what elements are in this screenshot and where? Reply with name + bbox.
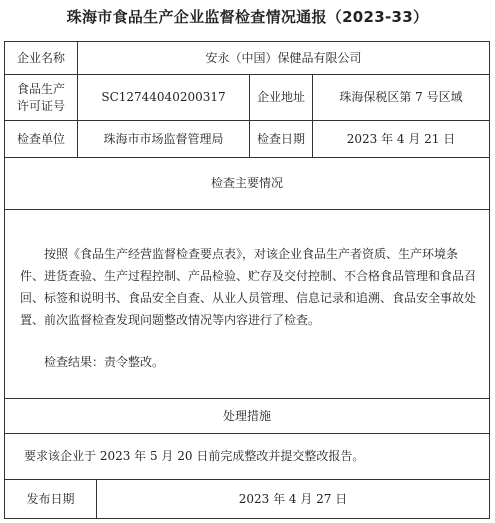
- license-label-line2: 许可证号: [16, 98, 65, 113]
- inspection-date-value-text: 2023 年 4 月 21 日: [346, 131, 456, 146]
- address-value-text: 珠海保税区第 7 号区域: [339, 90, 463, 104]
- main-situation-header: [5, 158, 489, 210]
- inspection-table: [4, 41, 490, 519]
- company-name-label-text: 企业名称: [16, 50, 65, 65]
- publish-date-label: [5, 480, 97, 518]
- publish-date-label-text: 发布日期: [26, 491, 75, 506]
- company-name-value: [78, 42, 489, 75]
- publish-date-value: [97, 480, 489, 518]
- publish-date-value-text: 2023 年 4 月 27 日: [238, 491, 348, 506]
- inspector-value-text: 珠海市市场监督管理局: [103, 131, 224, 146]
- measures-content: [5, 434, 489, 480]
- address-value: [313, 75, 489, 121]
- notice-title: 珠海市食品生产企业监督检查情况通报（2023-33）: [66, 8, 429, 26]
- inspection-date-label: [250, 121, 313, 158]
- inspector-label: [5, 121, 78, 158]
- company-name-label: [5, 42, 78, 75]
- license-value: [78, 75, 250, 121]
- company-name-value-text: 安永（中国）保健品有限公司: [205, 50, 362, 65]
- inspector-value: [78, 121, 250, 158]
- address-label-text: 企业地址: [256, 90, 305, 104]
- inspection-date-label-text: 检查日期: [256, 131, 305, 146]
- inspection-result: 检查结果：责令整改。: [44, 355, 165, 369]
- main-situation-content: [5, 210, 489, 399]
- license-label-stack: [17, 81, 65, 115]
- address-label: [250, 75, 313, 121]
- measures-header: [5, 399, 489, 434]
- license-label: [5, 75, 78, 121]
- main-situation-header-text: 检查主要情况: [210, 176, 283, 190]
- license-label-line1: 食品生产: [16, 81, 65, 96]
- measures-content-text: 要求该企业于 2023 年 5 月 20 日前完成整改并提交整改报告。: [24, 449, 365, 463]
- inspector-label-text: 检查单位: [16, 131, 65, 146]
- license-value-text: SC12744040200317: [101, 90, 226, 104]
- measures-header-text: 处理措施: [222, 408, 271, 423]
- inspection-date-value: [313, 121, 489, 158]
- inspection-paragraph: 按照《食品生产经营监督检查要点表》，对该企业食品生产者资质、生产环境条件、进货查验、生产过程控制、产品检验、贮存及交付控制、不合格食品管理和食品召回、标签和说明书、食品安全自查、从业人员管理、信息记录和追溯、食品安全事故处置、前次监督检查发现问题整改情况等内容进行了检查。: [20, 247, 477, 327]
